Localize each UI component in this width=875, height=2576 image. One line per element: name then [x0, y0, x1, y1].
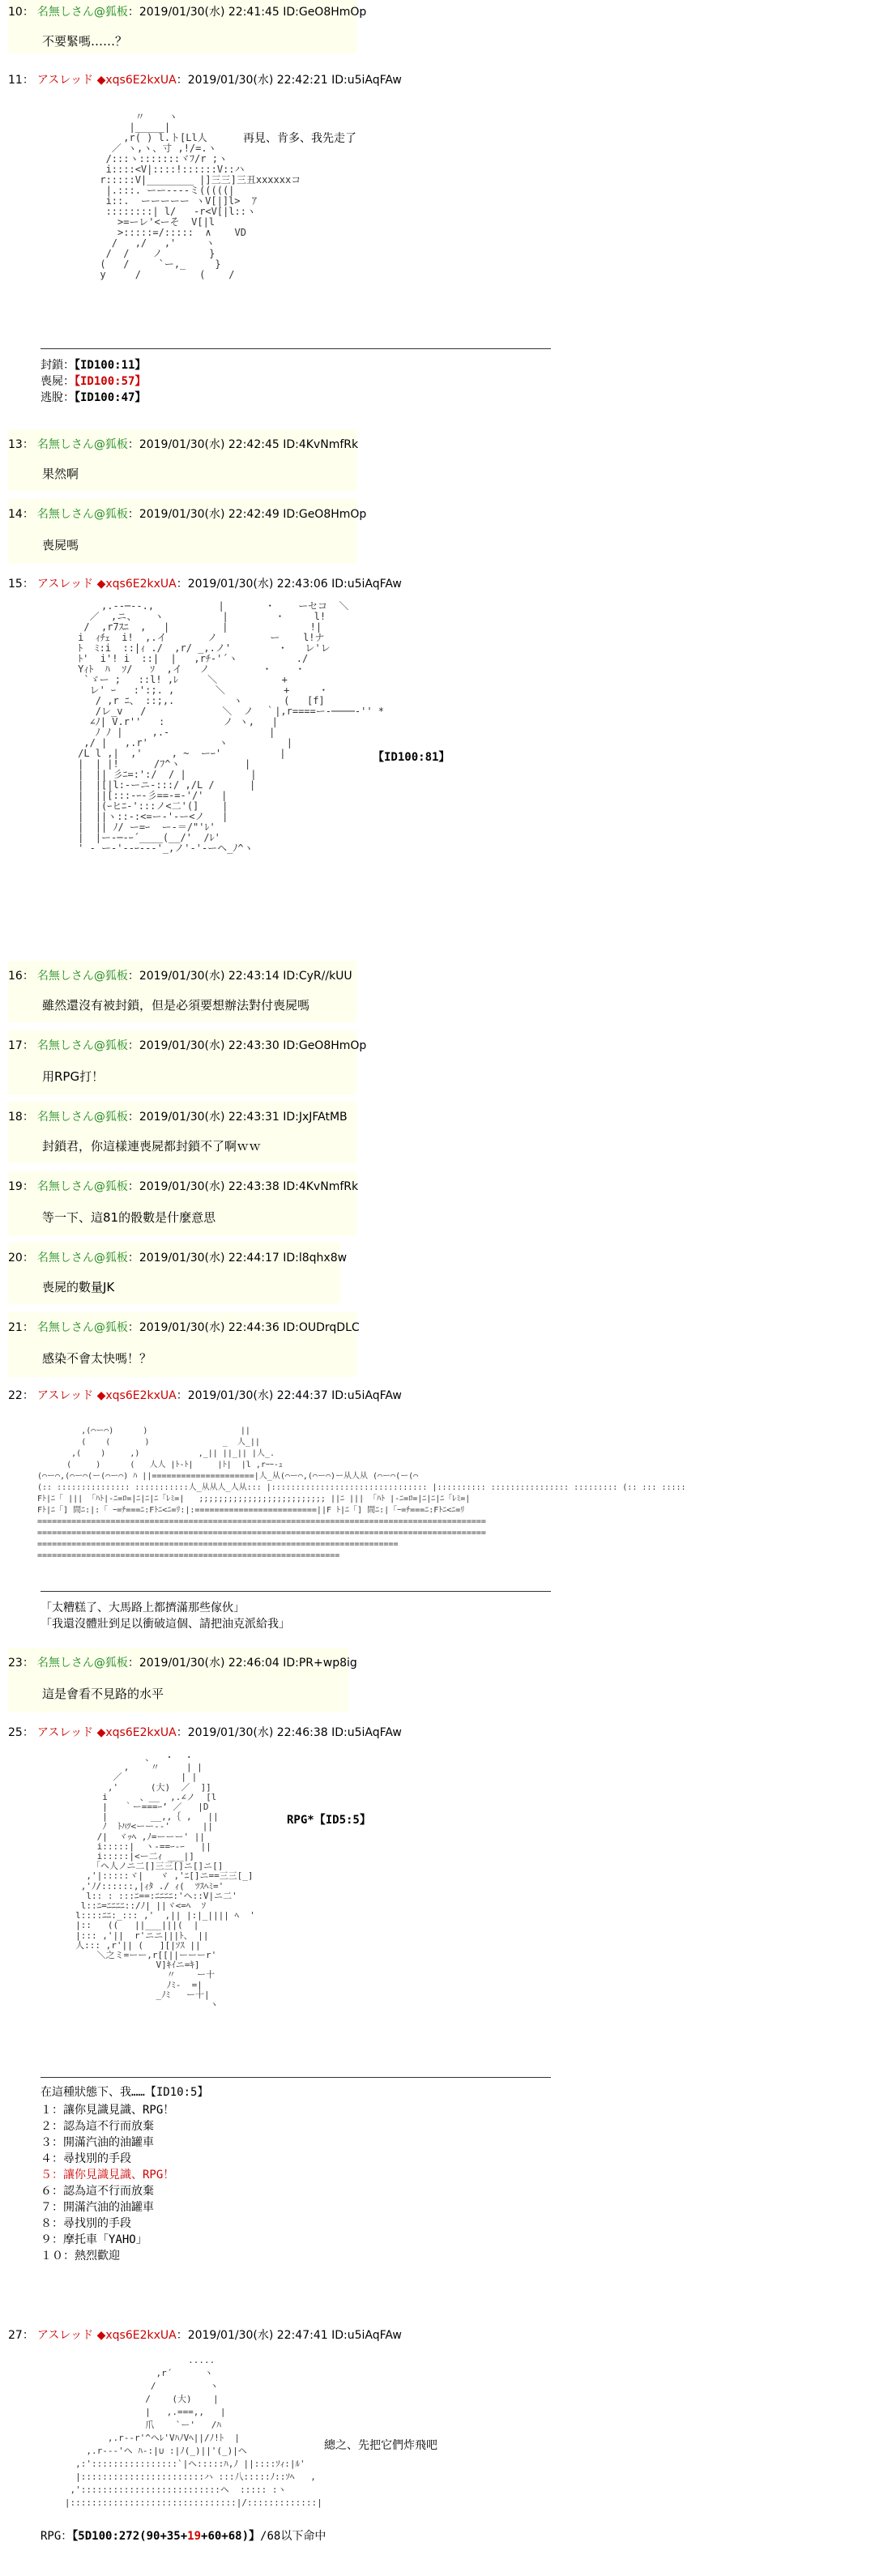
choice-item-selected: ５：讓你見識見識、RPG！	[41, 2169, 175, 2181]
poster-name: 名無しさん@狐板	[36, 1252, 128, 1265]
roll-line	[41, 373, 146, 389]
post-number[interactable]: 22：	[8, 1389, 34, 1402]
divider	[41, 1591, 551, 1592]
post-body: 這是會看不見路的水平	[42, 1687, 164, 1701]
post-header	[8, 1387, 402, 1403]
roll-value: 【ID100:81】	[373, 751, 450, 764]
poster-name: アスレッド	[36, 74, 94, 87]
post-meta: ：2019/01/30(水) 22:42:45 ID:4KvNmfRk	[127, 438, 359, 451]
post-header	[8, 71, 402, 87]
roll-line	[41, 356, 146, 373]
roll-value: 【ID100:47】	[75, 391, 147, 404]
post-number[interactable]: 10：	[8, 6, 34, 19]
post-body: 不要緊嗎……？	[42, 34, 128, 49]
roll-label: RPG：	[41, 2530, 73, 2543]
post-number[interactable]: 11：	[8, 74, 34, 87]
post-header	[8, 1319, 360, 1335]
roll-label: 喪屍：	[41, 375, 75, 388]
poster-name: 名無しさん@狐板	[36, 1111, 128, 1124]
final-roll	[41, 2527, 326, 2544]
post-number[interactable]: 18：	[8, 1111, 34, 1124]
roll-value: RPG*【ID5:5】	[287, 1814, 371, 1827]
poster-name: アスレッド	[36, 1389, 94, 1402]
poster-name: 名無しさん@狐板	[36, 1180, 128, 1193]
post-meta: ：2019/01/30(水) 22:44:36 ID:OUDrqDLC	[127, 1321, 360, 1334]
poster-name: 名無しさん@狐板	[36, 1657, 128, 1670]
speech-text: 再見、肯多、我先走了	[243, 132, 356, 145]
poster-name: 名無しさん@狐板	[36, 1321, 128, 1334]
poster-name: アスレッド	[36, 1726, 94, 1739]
post-number[interactable]: 16：	[8, 970, 34, 983]
poster-trip: ◆xqs6E2kxUA	[96, 578, 177, 591]
post-meta: ：2019/01/30(水) 22:43:06 ID:u5iAqFAw	[176, 578, 402, 591]
poster-trip: ◆xqs6E2kxUA	[96, 1726, 177, 1739]
roll-hit-value: 19	[187, 2530, 202, 2543]
post-header	[8, 1178, 358, 1194]
post-number[interactable]: 17：	[8, 1039, 34, 1052]
post-meta: ：2019/01/30(水) 22:43:38 ID:4KvNmfRk	[127, 1180, 359, 1193]
divider	[41, 2077, 551, 2078]
ascii-art: ..... ,r´ ヽ / ヽ / (大) | | ,.===,, | 爪 `ー' /ﾊ ,.r--r'^ヘﾚ'VﾊﾉVﾍ||/ﾉ!ﾄ | ,.r---'ヘ ﾊ‐:|∪ :|ﾉ(_)||'(_)|ヘ ,:'::::::::::::::::`|ヘ:::::ﾊ,ﾉ ||::::ｿｨ:|ﾙ' |:::::::::::::::::::::::ハ :::八:::::ﾉ::ｿﾍ , ,'::::::::::::::::::::::::::ヘ ::::: :ヽ |:::::::::::::::::::::::::::::::|/:::::::::::::|	[64, 2355, 322, 2508]
post-meta: ：2019/01/30(水) 22:44:37 ID:u5iAqFAw	[176, 1389, 402, 1402]
roll-label: 逃脫：	[41, 391, 75, 404]
narration-line: 「太糟糕了、大馬路上都擠滿那些傢伙」	[41, 1601, 245, 1614]
poster-name: 名無しさん@狐板	[36, 6, 128, 19]
post-number[interactable]: 13：	[8, 438, 34, 451]
post-header	[8, 575, 402, 591]
post-header	[8, 1108, 348, 1124]
choice-item: ２：認為這不行而放棄	[41, 2120, 154, 2133]
post-body: 封鎖君，你這樣連喪屍都封鎖不了啊ｗｗ	[42, 1139, 262, 1154]
poster-name: 名無しさん@狐板	[36, 970, 128, 983]
poster-name: 名無しさん@狐板	[36, 1039, 128, 1052]
post-number[interactable]: 23：	[8, 1657, 34, 1670]
post-header	[8, 3, 366, 19]
ascii-art: ,.--─--., | ・ ーセコ ＼ ／ ,ニ、 ヽ | ・ l! / ,r7ｽﾆ , | | !| i ｨﾁｪ i! ,.イ ノ ー l!ナ ﾄ ﾐ:i ::|ｨ ./ ,r/ _,.ノ' ・ レ'レ ﾄ' i'! i ::| | ,rﾁ-'´ヽ ./ Yｨﾄ ﾊ ｿ/ ｿ ,イ ノ ・ ・ `ゞー ; ::l! ,ﾚ ＼ + レ' ｰ :':;. , ＼ + ・ / ,r ﾆ、 ::;,. ヽ ( [f] /レ_v / ＼ ノ ｀|,r====ー-────‐'' * ∠ﾉ| V.r'' : ノ ヽ, | ﾉ ﾉ | ,.- | ,/ | ,.r' ヽ | /L l ,| ,' , ~ ーｰ' | | | |! /ﾌ^ヽ | | || 彡ﾆ=:':/ / | | | |[|l:-ーニ-:::/ ,/L / | | ||[:::-ｰ-彡==-=-'/' | | |(ｰヒﾆ-':::ノ<二'(] | | ||ヽ::-:<=ー-'-ー<ノ | | || ﾉ/ ー=ｰ ー-＝/"'ﾚ' | |ー-─-ｰ´____(__/' /ﾚ' ' - ー-'--ｰ---'_,ノ'-'-ーヘ_ﾉ^ヽ	[78, 600, 385, 854]
post-header	[8, 1654, 357, 1670]
poster-name: アスレッド	[36, 2329, 94, 2342]
post-header	[8, 2327, 402, 2343]
roll-label: 封鎖：	[41, 359, 75, 372]
post-number[interactable]: 19：	[8, 1180, 34, 1193]
post-meta: ：2019/01/30(水) 22:42:21 ID:u5iAqFAw	[176, 74, 402, 87]
post-header	[8, 436, 358, 452]
post-header	[8, 967, 352, 983]
ascii-art: 、 ・ ・ , 〃 | | ／ | | ,' (大) ／ ]] i 、__ ,.∠ノ [l | ｀ー===ｰ’ ／ |D | __,,｛ , || ﾉ ﾄﾊﾂ<ーー--' || /| ヾｯﾍ ,ﾉ=ーーー' || i:::::| ヽ-==ｰ-ｰ || i:::::|<ー二ｨ ___|] 「ヘ人ノニ二[]三三[]ニ[]ニ[] ,'|:::::ヾ| ヾ ,'ﾆ[]ニ==三三[_] ,'ﾉ/::::::,|ｨﾀ ./ ｨ( ﾂｽﾍﾐ=' l:: : :::ﾆ==:ﾆﾆﾆﾆ:'ヘ::V|ニ二' l::ﾆ=ﾆﾆﾆﾆ::/ﾉ| ||ヾ<=ﾍ ｿ l::::ﾆﾆ:_::: ,' ,|| |:|_|||| ﾍ ' |:: (( ||___|||( | |::: ,'|| r'ニニ|||ﾄ、 || 人::: ,r'|| ( ][|ｿｽ || ＼之ミ=ーー,r[[||ーーーr' V]ｷｲニ=ｷ] 〃 ー十 ﾉﾐ- =| _ﾉﾐ ー十| ヽ	[75, 1752, 255, 2011]
choice-item: ９：摩托車「YAHO」	[41, 2233, 147, 2246]
post-number[interactable]: 25：	[8, 1726, 34, 1739]
post-meta: ：2019/01/30(水) 22:43:14 ID:CyR//kUU	[127, 970, 352, 983]
choice-item: ４：尋找別的手段	[41, 2152, 131, 2165]
narration-line: 「我還沒體壯到足以衝破這個、請把油克派給我」	[41, 1618, 290, 1631]
post-meta: ：2019/01/30(水) 22:47:41 ID:u5iAqFAw	[176, 2329, 402, 2342]
post-body: 喪屍嗎	[42, 538, 79, 552]
ascii-art: 〃 ヽ |_____| ,r( ) l.ト[Ll人 ／ ヽ,ヽ、寸 ,!/=.ヽ /:::ヽ:::::::ヾﾌ/r ;ヽ i::::<V|::::!::::::V::ハ r:::::V|________ |]三三]三丑xxxxxxコ |.:::. ーー----ミ(((((| i::. ーーーーー ヽV[|]l> ｱ ::::::::| l/ -r<V[|l::ヽ >=ーレ'<ーそ V[|l >:::::=/::::: ∧ VD / ,/ ,' ヽ / / ノ } ( / `ー,_ } y / ( /	[100, 111, 301, 280]
post-meta: ：2019/01/30(水) 22:42:49 ID:GeO8HmOp	[127, 508, 367, 521]
post-body: 果然啊	[42, 467, 79, 481]
post-meta: ：2019/01/30(水) 22:43:30 ID:GeO8HmOp	[127, 1039, 367, 1052]
roll-line	[41, 389, 146, 405]
post-header	[8, 1724, 402, 1740]
post-meta: ：2019/01/30(水) 22:44:17 ID:l8qhx8w	[127, 1252, 348, 1265]
poster-trip: ◆xqs6E2kxUA	[96, 1389, 177, 1402]
choice-item: ８：尋找別的手段	[41, 2217, 131, 2230]
post-body: 喪屍的數量JK	[42, 1280, 115, 1294]
post-number[interactable]: 21：	[8, 1321, 34, 1334]
ascii-art: ,(⌒ー⌒) ) || ( ( ) _ 人_|| ,( ) ,) ,_|| ||_|| |人_. ( ) ( 人人 |ﾄ-ﾄ| |ﾄ| |l ,rｰｰ-ｭ (⌒ー⌒,(⌒ー⌒(ー(⌒ー⌒) ﾊ ||=====================|人_从(⌒ー⌒,(⌒ー⌒)ー从人从 (⌒ー⌒(ー(⌒ (:: ::::::::::::::: :::::::::::人_从从人_人从::: |:::::::::::::::::::::::::::::::: |:::::::::: :::::::::::::::: ::::::::: (:: ::: ::::: Fﾄ|ﾆ「 ||| 「ﾊﾄ|-ﾆ=ﾛ=|ﾆ|ﾆ|ﾆ「ﾚﾐ=| ;;;;;;;;;;;;;;;;;;;;;;;;;; ||ﾆ ||| 「ﾊﾄ |-ﾆ=ﾛ=|ﾆ|ﾆ|ﾆ「ﾚﾐ=| Fﾄ|ﾆ「] 間ﾆ:|:「 ｰ=ﾁ===ﾆ:Fﾄﾆ<ﾆ=ﾘ:|:=========================||F ﾄ|ﾆ「] 間ﾆ:|「ｰ=ﾁ===ﾆ:Fﾄﾆ<ﾆ=ﾘ ============================================================================================ ============================================================================================ ========================================================================== ==============================================================	[37, 1427, 686, 1560]
poster-trip: ◆xqs6E2kxUA	[96, 74, 177, 87]
choice-title: 在這種狀態下、我……【ID10:5】	[41, 2086, 209, 2099]
post-body: 用RPG打！	[42, 1069, 105, 1084]
poster-trip: ◆xqs6E2kxUA	[96, 2329, 177, 2342]
post-body: 感染不會太快嗎！？	[42, 1351, 152, 1366]
post-meta: ：2019/01/30(水) 22:46:38 ID:u5iAqFAw	[176, 1726, 402, 1739]
poster-name: 名無しさん@狐板	[36, 508, 128, 521]
poster-name: 名無しさん@狐板	[36, 438, 128, 451]
post-body: 雖然還沒有被封鎖，但是必須要想辦法對付喪屍嗎	[42, 998, 310, 1013]
post-meta: ：2019/01/30(水) 22:41:45 ID:GeO8HmOp	[127, 6, 367, 19]
roll-value: 【ID100:11】	[75, 359, 147, 372]
post-number[interactable]: 20：	[8, 1252, 34, 1265]
speech-text: 總之、先把它們炸飛吧	[324, 2439, 438, 2452]
choice-item: １０：熱烈歡迎	[41, 2250, 120, 2263]
choice-item: ３：開滿汽油的油罐車	[41, 2136, 154, 2149]
post-meta: ：2019/01/30(水) 22:46:04 ID:PR+wp8ig	[127, 1657, 357, 1670]
divider	[41, 348, 551, 349]
choice-item: １：讓你見識見識、RPG！	[41, 2104, 175, 2117]
poster-name: アスレッド	[36, 578, 94, 591]
post-body: 等一下、這81的骰數是什麼意思	[42, 1210, 216, 1225]
post-number[interactable]: 14：	[8, 508, 34, 521]
post-header	[8, 1249, 347, 1265]
post-header	[8, 1037, 366, 1053]
post-header	[8, 505, 366, 522]
roll-value: 【ID100:57】	[75, 375, 147, 388]
roll-value: 【5D100:272(90+35+19+60+68)】	[72, 2530, 261, 2543]
post-meta: ：2019/01/30(水) 22:43:31 ID:JxJFAtMB	[127, 1111, 348, 1124]
post-number[interactable]: 15：	[8, 578, 34, 591]
choice-item: ６：認為這不行而放棄	[41, 2185, 154, 2198]
post-number[interactable]: 27：	[8, 2329, 34, 2342]
choice-item: ７：開滿汽油的油罐車	[41, 2201, 154, 2214]
roll-suffix: /68以下命中	[260, 2530, 327, 2543]
